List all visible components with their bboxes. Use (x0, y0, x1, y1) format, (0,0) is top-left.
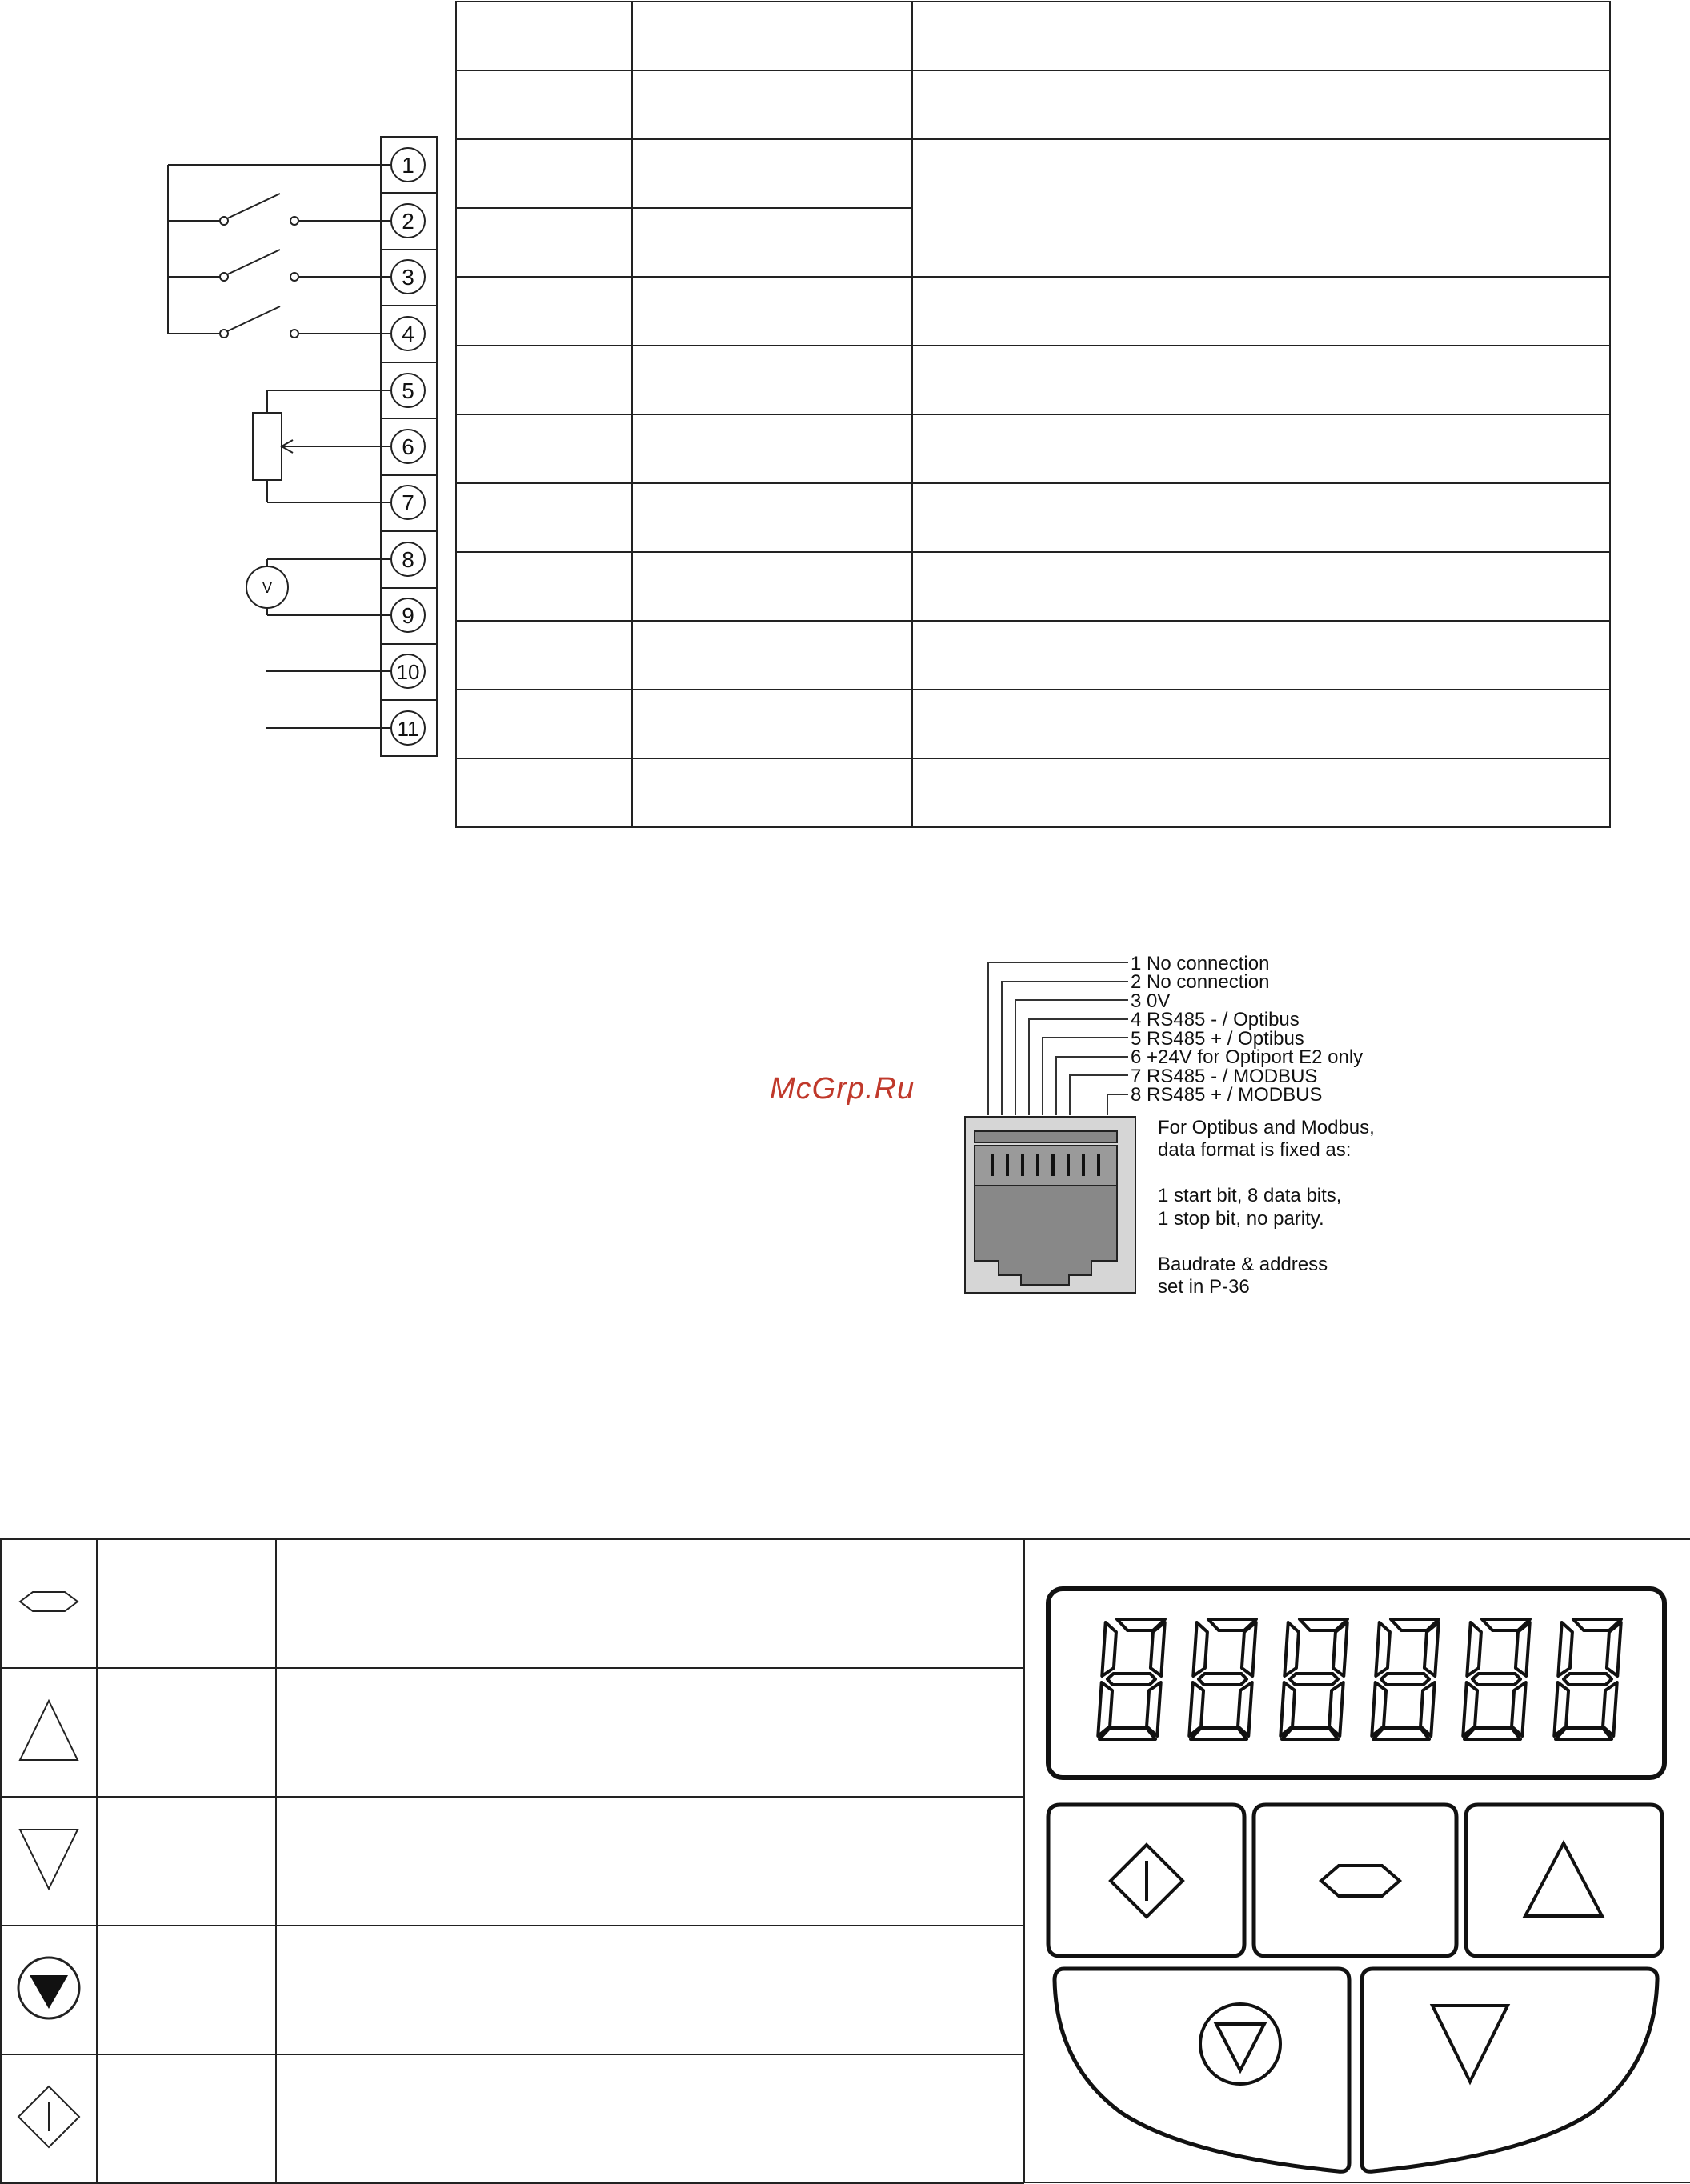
up-icon (17, 1694, 81, 1766)
table-row (456, 690, 1610, 758)
table-row (456, 483, 1610, 552)
watermark: McGrp.Ru (770, 1072, 915, 1106)
table-row (1, 1668, 1023, 1797)
terminal-number: 3 (402, 265, 414, 290)
display-segment (1329, 1682, 1344, 1736)
pin-label: 4 RS485 - / Optibus (1131, 1009, 1300, 1030)
terminal-number: 1 (402, 153, 414, 178)
display-segment (1424, 1622, 1439, 1676)
display-segment (1242, 1622, 1256, 1676)
display-segment (1102, 1622, 1116, 1676)
navigate-icon (17, 1578, 81, 1626)
key-table (0, 1538, 1024, 2184)
note-line: 1 stop bit, no parity. (1158, 1208, 1324, 1230)
display-segment (1516, 1622, 1530, 1676)
table-row (456, 139, 1610, 208)
pin-label: 7 RS485 - / MODBUS (1131, 1066, 1318, 1087)
pin-label: 6 +24V for Optiport E2 only (1131, 1046, 1364, 1068)
table-row (456, 2, 1610, 70)
table-row (456, 552, 1610, 621)
display-segment (1554, 1682, 1568, 1736)
table-row (456, 277, 1610, 346)
display-segment (1607, 1622, 1621, 1676)
pin-label: 8 RS485 + / MODBUS (1131, 1084, 1323, 1106)
display-segment (1151, 1622, 1165, 1676)
down-icon (17, 1823, 81, 1895)
display-segment (1199, 1674, 1247, 1685)
display-segment (1189, 1682, 1203, 1736)
display-segment (1564, 1674, 1612, 1685)
display-segment (1376, 1622, 1390, 1676)
pin-label: 1 No connection (1131, 953, 1270, 974)
display-segment (1280, 1682, 1295, 1736)
display-segment (1558, 1622, 1572, 1676)
note-line: 1 start bit, 8 data bits, (1158, 1185, 1342, 1206)
display-segment (1472, 1674, 1520, 1685)
stop-icon (15, 1954, 82, 2022)
table-row (1, 1926, 1023, 2054)
terminal-wiring-diagram (144, 128, 448, 768)
terminal-number: 11 (397, 717, 419, 741)
terminal-number: 4 (402, 322, 414, 346)
display-segment (1333, 1622, 1348, 1676)
display-segment (1098, 1682, 1112, 1736)
note-line: set in P-36 (1158, 1276, 1250, 1298)
display-segment (1238, 1682, 1252, 1736)
table-row (456, 414, 1610, 483)
terminal-number: 2 (402, 209, 414, 234)
display-segment (1107, 1674, 1155, 1685)
display-segment (1372, 1682, 1386, 1736)
note-line: Baudrate & address (1158, 1254, 1328, 1275)
display-segment (1381, 1674, 1429, 1685)
table-row (456, 70, 1610, 139)
display-segment (1512, 1682, 1526, 1736)
terminal-number: 9 (402, 603, 414, 628)
terminal-table (455, 1, 1611, 828)
keypad-illustration (1040, 1584, 1672, 2176)
pin-label: 3 0V (1131, 990, 1171, 1012)
table-row (1, 1797, 1023, 1926)
display-segment (1290, 1674, 1338, 1685)
table-row (456, 621, 1610, 690)
table-row (456, 758, 1610, 827)
display-segment (1193, 1622, 1207, 1676)
terminal-number: 7 (402, 490, 414, 515)
start-icon (15, 2083, 82, 2150)
voltmeter-label: V (262, 580, 273, 596)
terminal-number: 6 (402, 434, 414, 459)
display-segment (1420, 1682, 1435, 1736)
pin-label: 2 No connection (1131, 971, 1270, 993)
terminal-number: 8 (402, 547, 414, 572)
table-row (456, 346, 1610, 414)
note-line: For Optibus and Modbus, (1158, 1117, 1375, 1138)
display-segment (1603, 1682, 1617, 1736)
terminal-number: 5 (402, 378, 414, 403)
display-segment (1284, 1622, 1299, 1676)
display-segment (1463, 1682, 1477, 1736)
pin-label: 5 RS485 + / Optibus (1131, 1028, 1304, 1050)
table-row (1, 1539, 1023, 1668)
terminal-number: 10 (396, 660, 420, 684)
rj45-connector-diagram (960, 952, 1136, 1304)
note-line: data format is fixed as: (1158, 1139, 1352, 1161)
display-segment (1147, 1682, 1161, 1736)
display-segment (1467, 1622, 1481, 1676)
table-row (1, 2054, 1023, 2183)
